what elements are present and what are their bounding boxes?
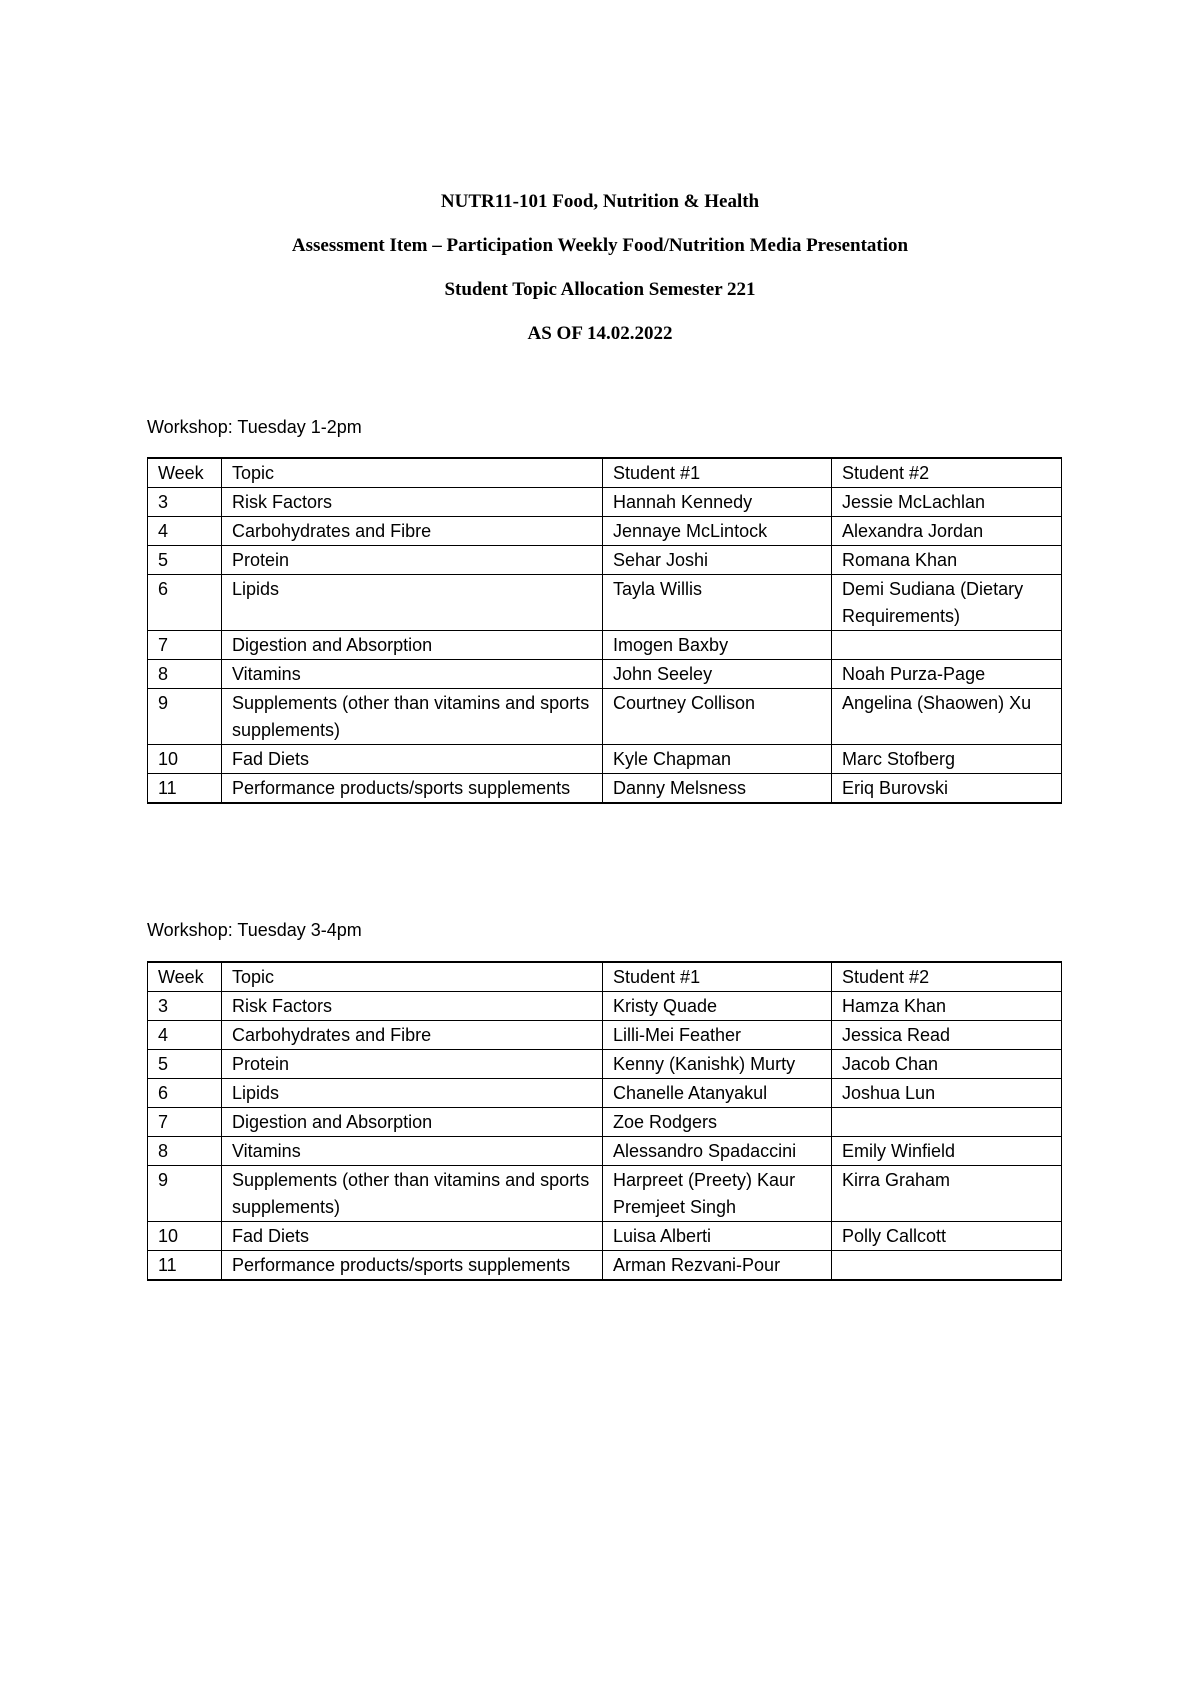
table-row [148,1021,1062,1050]
student-2-cell: Joshua Lun [832,1079,1062,1108]
table-row [148,631,1062,660]
week-cell: 11 [148,1251,222,1281]
workshop-label-1: Workshop: Tuesday 1-2pm [147,417,362,437]
student-1-cell: Imogen Baxby [603,631,832,660]
column-header-student-2: Student #2 [832,962,1062,992]
table-row [148,689,1062,745]
student-2-cell: Emily Winfield [832,1137,1062,1166]
student-1-cell: Tayla Willis [603,575,832,631]
table-header-row [148,962,1062,992]
table-row [148,1050,1062,1079]
week-cell: 6 [148,575,222,631]
as-of-date: AS OF 14.02.2022 [527,323,673,344]
student-1-cell: Lilli-Mei Feather [603,1021,832,1050]
table-row [148,992,1062,1021]
topic-cell: Lipids [222,575,603,631]
student-2-cell: Romana Khan [832,546,1062,575]
topic-cell: Digestion and Absorption [222,631,603,660]
table-row [148,1166,1062,1222]
week-cell: 4 [148,1021,222,1050]
column-header-student-1: Student #1 [603,962,832,992]
student-1-cell: Arman Rezvani-Pour [603,1251,832,1281]
student-2-cell [832,1108,1062,1137]
topic-cell: Performance products/sports supplements [222,774,603,804]
student-1-cell: Luisa Alberti [603,1222,832,1251]
column-header-week: Week [148,962,222,992]
topic-cell: Vitamins [222,660,603,689]
week-cell: 11 [148,774,222,804]
student-2-cell: Demi Sudiana (Dietary Requirements) [832,575,1062,631]
student-1-cell: Kristy Quade [603,992,832,1021]
student-1-cell: Zoe Rodgers [603,1108,832,1137]
allocation-table-1 [147,457,1062,804]
student-1-cell: Kyle Chapman [603,745,832,774]
student-2-cell: Hamza Khan [832,992,1062,1021]
student-1-cell: Hannah Kennedy [603,488,832,517]
column-header-week: Week [148,458,222,488]
week-cell: 10 [148,1222,222,1251]
allocation-title: Student Topic Allocation Semester 221 [444,279,756,300]
table-row [148,1079,1062,1108]
table-row [148,660,1062,689]
table-row [148,1108,1062,1137]
week-cell: 10 [148,745,222,774]
table-row [148,774,1062,804]
workshop-label-2: Workshop: Tuesday 3-4pm [147,920,362,940]
week-cell: 5 [148,546,222,575]
student-2-cell: Jessie McLachlan [832,488,1062,517]
table-header-row [148,458,1062,488]
topic-cell: Supplements (other than vitamins and sports supplements) [222,689,603,745]
topic-cell: Fad Diets [222,745,603,774]
week-cell: 3 [148,488,222,517]
topic-cell: Risk Factors [222,488,603,517]
topic-cell: Vitamins [222,1137,603,1166]
week-cell: 9 [148,1166,222,1222]
week-cell: 8 [148,660,222,689]
table-row [148,745,1062,774]
student-2-cell [832,1251,1062,1281]
student-2-cell: Noah Purza-Page [832,660,1062,689]
topic-cell: Risk Factors [222,992,603,1021]
student-1-cell: Jennaye McLintock [603,517,832,546]
topic-cell: Supplements (other than vitamins and sports supplements) [222,1166,603,1222]
topic-cell: Performance products/sports supplements [222,1251,603,1281]
topic-cell: Lipids [222,1079,603,1108]
column-header-student-2: Student #2 [832,458,1062,488]
column-header-topic: Topic [222,962,603,992]
table-row [148,1222,1062,1251]
allocation-table-2 [147,961,1062,1281]
student-1-cell: Chanelle Atanyakul [603,1079,832,1108]
week-cell: 5 [148,1050,222,1079]
assessment-title: Assessment Item – Participation Weekly Food/Nutrition Media Presentation [291,235,909,256]
student-1-cell: Courtney Collison [603,689,832,745]
table-row [148,488,1062,517]
topic-cell: Carbohydrates and Fibre [222,517,603,546]
topic-cell: Digestion and Absorption [222,1108,603,1137]
topic-cell: Protein [222,546,603,575]
student-2-cell: Eriq Burovski [832,774,1062,804]
table-row [148,517,1062,546]
student-1-cell: Sehar Joshi [603,546,832,575]
table-row [148,575,1062,631]
topic-cell: Protein [222,1050,603,1079]
week-cell: 7 [148,631,222,660]
week-cell: 8 [148,1137,222,1166]
topic-cell: Fad Diets [222,1222,603,1251]
week-cell: 3 [148,992,222,1021]
student-2-cell: Jessica Read [832,1021,1062,1050]
student-1-cell: Alessandro Spadaccini [603,1137,832,1166]
topic-cell: Carbohydrates and Fibre [222,1021,603,1050]
student-1-cell: Danny Melsness [603,774,832,804]
week-cell: 9 [148,689,222,745]
student-2-cell: Alexandra Jordan [832,517,1062,546]
student-2-cell: Kirra Graham [832,1166,1062,1222]
week-cell: 4 [148,517,222,546]
student-2-cell: Jacob Chan [832,1050,1062,1079]
week-cell: 7 [148,1108,222,1137]
student-2-cell: Marc Stofberg [832,745,1062,774]
student-2-cell: Polly Callcott [832,1222,1062,1251]
student-1-cell: John Seeley [603,660,832,689]
week-cell: 6 [148,1079,222,1108]
table-row [148,546,1062,575]
column-header-student-1: Student #1 [603,458,832,488]
student-1-cell: Harpreet (Preety) Kaur Premjeet Singh [603,1166,832,1222]
document-header [0,190,1200,366]
table-row [148,1137,1062,1166]
table-row [148,1251,1062,1281]
course-title: NUTR11-101 Food, Nutrition & Health [440,191,760,212]
student-2-cell: Angelina (Shaowen) Xu [832,689,1062,745]
student-1-cell: Kenny (Kanishk) Murty [603,1050,832,1079]
column-header-topic: Topic [222,458,603,488]
student-2-cell [832,631,1062,660]
